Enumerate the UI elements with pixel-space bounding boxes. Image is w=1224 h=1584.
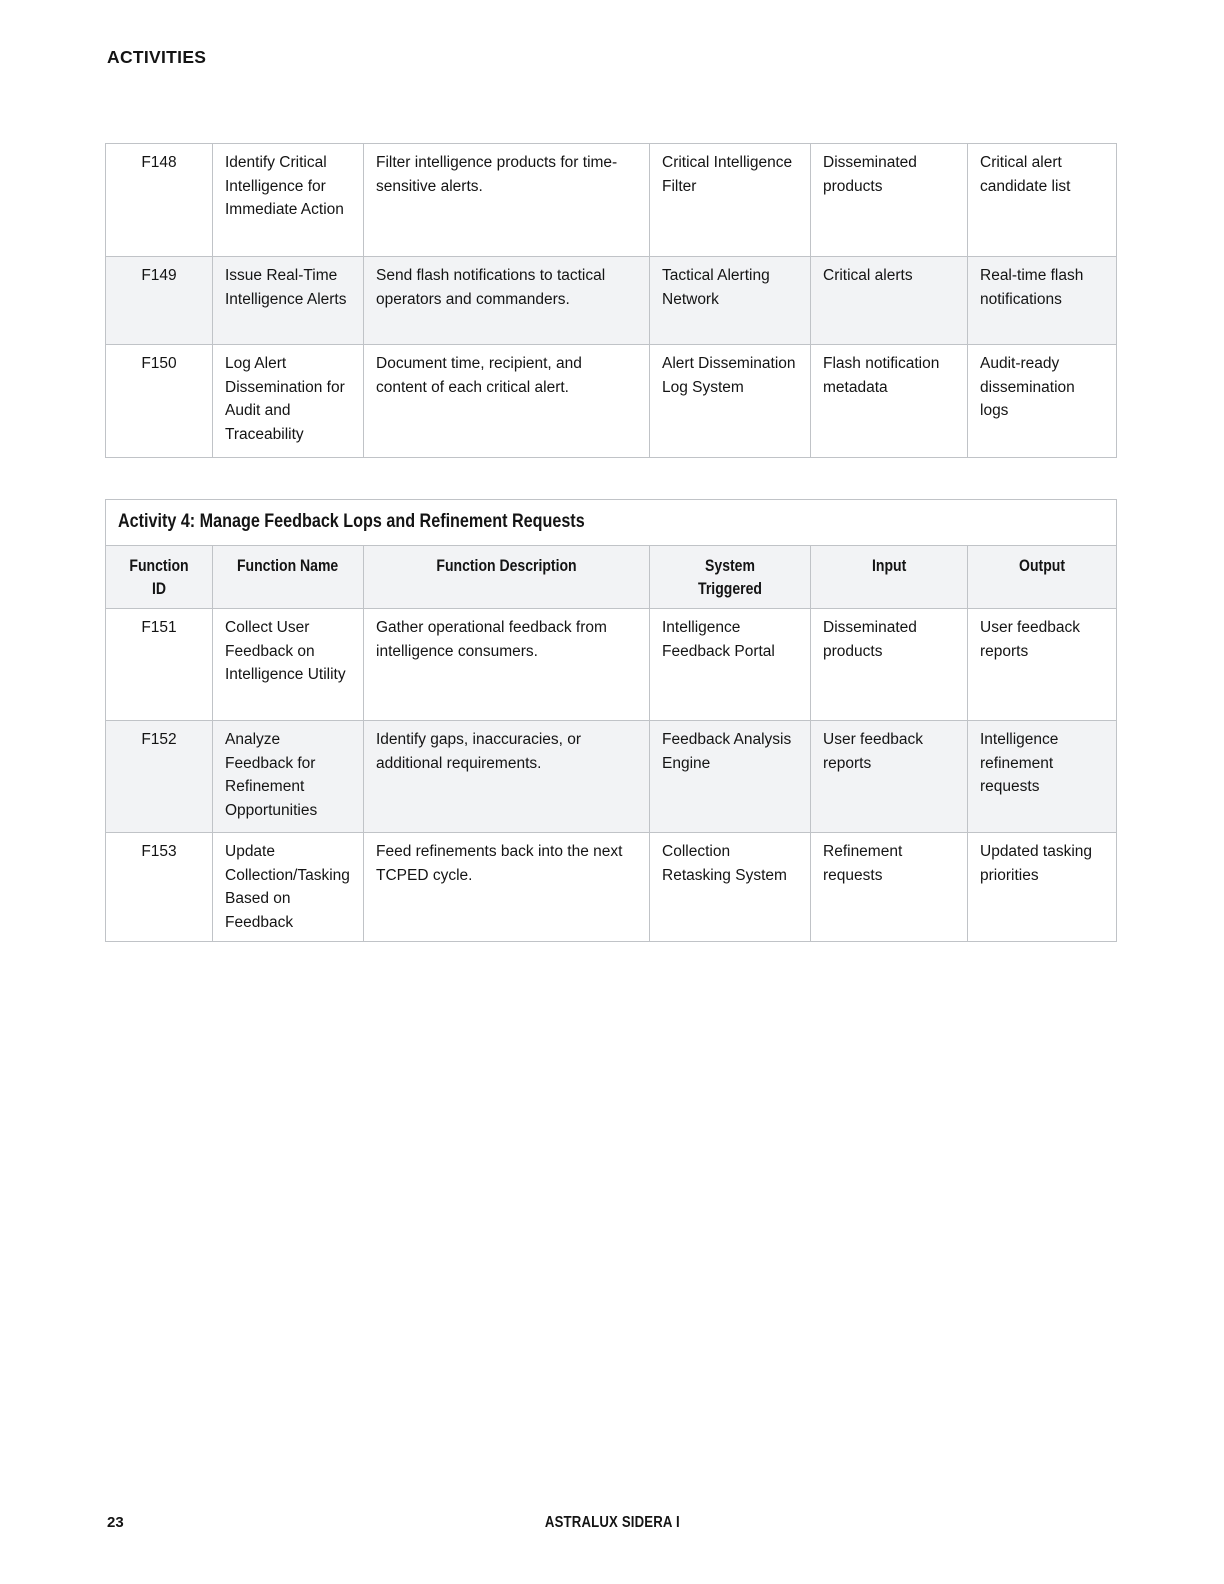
cell-function-description: Document time, recipient, and content of each critical alert. <box>364 345 650 458</box>
page-footer <box>0 1514 1224 1538</box>
cell-input: Refinement requests <box>811 833 968 942</box>
continuation-table <box>105 143 1117 458</box>
document-title: ASTRALUX SIDERA I <box>544 1514 680 1531</box>
cell-function-id: F153 <box>106 833 213 942</box>
cell-function-name: Identify Critical Intelligence for Immediate Action <box>213 144 364 257</box>
table-row <box>106 833 1117 942</box>
cell-function-description: Filter intelligence products for time-sensitive alerts. <box>364 144 650 257</box>
cell-input: Critical alerts <box>811 257 968 345</box>
cell-system-triggered: Collection Retasking System <box>650 833 811 942</box>
col-header-function-description: Function Description <box>364 546 650 609</box>
cell-input: User feedback reports <box>811 721 968 833</box>
cell-input: Flash notification metadata <box>811 345 968 458</box>
table-row <box>106 144 1117 257</box>
cell-output: Real-time flash notifications <box>968 257 1117 345</box>
cell-output: Updated tasking priorities <box>968 833 1117 942</box>
cell-system-triggered: Feedback Analysis Engine <box>650 721 811 833</box>
col-header-output: Output <box>968 546 1117 609</box>
col-header-input: Input <box>811 546 968 609</box>
cell-input: Disseminated products <box>811 609 968 721</box>
cell-function-name: Analyze Feedback for Refinement Opportunities <box>213 721 364 833</box>
cell-function-id: F151 <box>106 609 213 721</box>
col-header-function-name: Function Name <box>213 546 364 609</box>
cell-system-triggered: Alert Dissemination Log System <box>650 345 811 458</box>
activity-title: Activity 4: Manage Feedback Lops and Refinement Requests <box>118 511 585 533</box>
table-row <box>106 721 1117 833</box>
cell-output: Intelligence refinement requests <box>968 721 1117 833</box>
cell-function-description: Send flash notifications to tactical operators and commanders. <box>364 257 650 345</box>
activity-title-row <box>106 500 1117 546</box>
cell-function-name: Update Collection/Tasking Based on Feedback <box>213 833 364 942</box>
page-number: 23 <box>107 1514 124 1531</box>
cell-output: Audit-ready dissemination logs <box>968 345 1117 458</box>
table-row <box>106 345 1117 458</box>
activity4-table <box>105 499 1117 942</box>
cell-function-description: Gather operational feedback from intelligence consumers. <box>364 609 650 721</box>
cell-output: User feedback reports <box>968 609 1117 721</box>
cell-function-name: Collect User Feedback on Intelligence Utility <box>213 609 364 721</box>
page-title: ACTIVITIES <box>107 47 207 67</box>
cell-output: Critical alert candidate list <box>968 144 1117 257</box>
col-header-system-triggered: System Triggered <box>650 546 811 609</box>
cell-function-id: F148 <box>106 144 213 257</box>
cell-input: Disseminated products <box>811 144 968 257</box>
cell-function-id: F152 <box>106 721 213 833</box>
cell-system-triggered: Tactical Alerting Network <box>650 257 811 345</box>
activity-title-cell <box>106 500 1117 546</box>
cell-function-id: F150 <box>106 345 213 458</box>
cell-system-triggered: Critical Intelligence Filter <box>650 144 811 257</box>
cell-function-name: Issue Real-Time Intelligence Alerts <box>213 257 364 345</box>
cell-system-triggered: Intelligence Feedback Portal <box>650 609 811 721</box>
cell-function-name: Log Alert Dissemination for Audit and Traceability <box>213 345 364 458</box>
cell-function-id: F149 <box>106 257 213 345</box>
column-header-row <box>106 546 1117 609</box>
cell-function-description: Identify gaps, inaccuracies, or additional requirements. <box>364 721 650 833</box>
table-row <box>106 257 1117 345</box>
cell-function-description: Feed refinements back into the next TCPED cycle. <box>364 833 650 942</box>
col-header-function-id: Function ID <box>106 546 213 609</box>
table-row <box>106 609 1117 721</box>
